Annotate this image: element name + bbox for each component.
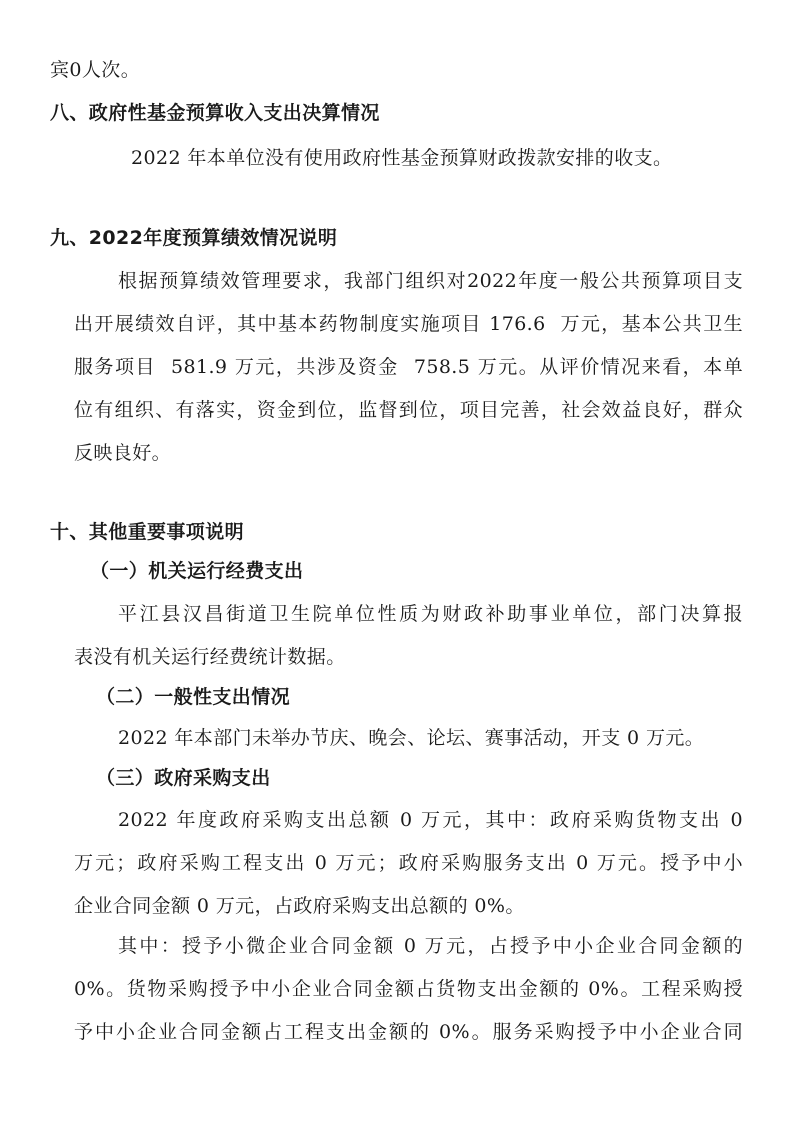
section-9-line: 服务项目 581.9 万元，共涉及资金 758.5 万元。从评价情况来看，本单 xyxy=(74,356,743,378)
subsection-2-body: 2022 年本部门未举办节庆、晚会、论坛、赛事活动，开支 0 万元。 xyxy=(118,727,705,749)
section-heading-10: 十、其他重要事项说明 xyxy=(50,521,245,543)
subsection-1-line: 表没有机关运行经费统计数据。 xyxy=(74,646,346,668)
subsection-heading-2: （二）一般性支出情况 xyxy=(96,686,291,708)
subsection-3-line: 其中：授予小微企业合同金额 0 万元，占授予中小企业合同金额的 xyxy=(118,935,743,957)
section-heading-8: 八、政府性基金预算收入支出决算情况 xyxy=(50,102,380,124)
subsection-1-line: 平江县汉昌街道卫生院单位性质为财政补助事业单位，部门决算报 xyxy=(118,603,743,625)
paragraph-tail: 宾0人次。 xyxy=(50,59,141,81)
subsection-3-line: 万元；政府采购工程支出 0 万元；政府采购服务支出 0 万元。授予中小 xyxy=(74,852,743,874)
subsection-3-line: 企业合同金额 0 万元，占政府采购支出总额的 0%。 xyxy=(74,895,525,917)
section-9-line: 反映良好。 xyxy=(74,442,172,464)
section-9-line: 位有组织、有落实，资金到位，监督到位，项目完善，社会效益良好，群众 xyxy=(74,399,743,421)
subsection-3-line: 0%。货物采购授予中小企业合同金额占货物支出金额的 0%。工程采购授 xyxy=(74,978,743,1000)
subsection-heading-1: （一）机关运行经费支出 xyxy=(90,560,304,582)
section-9-line: 根据预算绩效管理要求，我部门组织对2022年度一般公共预算项目支 xyxy=(118,270,743,292)
section-heading-9: 九、2022年度预算绩效情况说明 xyxy=(50,227,338,249)
subsection-3-line: 2022 年度政府采购支出总额 0 万元，其中：政府采购货物支出 0 xyxy=(118,809,743,831)
subsection-heading-3: （三）政府采购支出 xyxy=(96,767,271,789)
section-9-line: 出开展绩效自评，其中基本药物制度实施项目 176.6 万元，基本公共卫生 xyxy=(74,313,743,335)
section-8-body: 2022 年本单位没有使用政府性基金预算财政拨款安排的收支。 xyxy=(131,147,673,169)
subsection-3-line: 予中小企业合同金额占工程支出金额的 0%。服务采购授予中小企业合同 xyxy=(74,1021,743,1043)
